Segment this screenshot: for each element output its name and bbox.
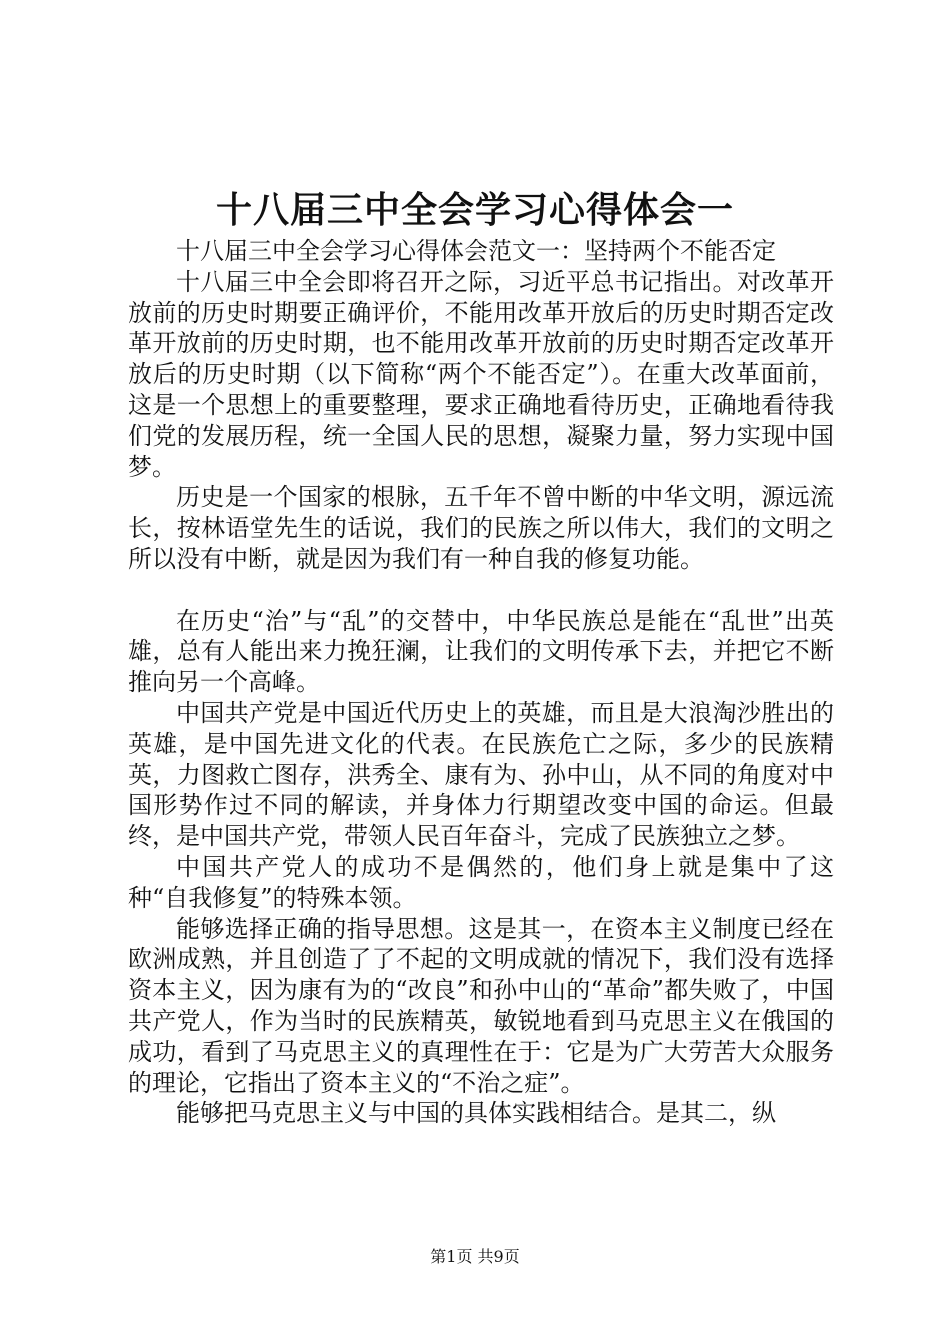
document-title: 十八届三中全会学习心得体会一 — [215, 189, 734, 231]
subtitle-paragraph: 十八届三中全会学习心得体会范文一：坚持两个不能否定 — [176, 237, 776, 265]
body-paragraph: 历史是一个国家的根脉，五千年不曾中断的中华文明，源远流长，按林语堂先生的话说，我们的民族之所以伟大，我们的文明之所以没有中断，就是因为我们有一种自我的修复功能。 — [128, 483, 834, 573]
body-paragraph: 能够把马克思主义与中国的具体实践相结合。是其二，纵 — [176, 1099, 776, 1128]
body-paragraph: 能够选择正确的指导思想。这是其一，在资本主义制度已经在欧洲成熟，并且创造了了不起的文明成就的情况下，我们没有选择资本主义，因为康有为的“改良”和孙中山的“革命”都失败了，中国共产党人，作为当时的民族精英，敏锐地看到马克思主义在俄国的成功，看到了马克思主义的真理性在于：它是为广大劳苦大众服务的理论，它指出了资本主义的“不治之症”。 — [128, 914, 834, 1097]
document-body — [128, 236, 834, 1129]
page-number-footer: 第1页 共9页 — [430, 1247, 520, 1266]
body-paragraph: 在历史“治”与“乱”的交替中，中华民族总是能在“乱世”出英雄，总有人能出来力挽狂澜，让我们的文明传承下去，并把它不断推向另一个高峰。 — [128, 606, 834, 697]
body-paragraph: 中国共产党人的成功不是偶然的，他们身上就是集中了这种“自我修复”的特殊本领。 — [128, 852, 834, 912]
body-paragraph: 十八届三中全会即将召开之际，习近平总书记指出。对改革开放前的历史时期要正确评价，不能用改革开放后的历史时期否定改革开放前的历史时期，也不能用改革开放前的历史时期否定改革开放后的历史时期（以下简称“两个不能否定”）。在重大改革面前，这是一个思想上的重要整理，要求正确地看待历史，正确地看待我们党的发展历程，统一全国人民的思想，凝聚力量，努力实现中国梦。 — [128, 267, 834, 481]
body-paragraph: 中国共产党是中国近代历史上的英雄，而且是大浪淘沙胜出的英雄，是中国先进文化的代表。在民族危亡之际，多少的民族精英，力图救亡图存，洪秀全、康有为、孙中山，从不同的角度对中国形势作过不同的解读，并身体力行期望改变中国的命运。但最终，是中国共产党，带领人民百年奋斗，完成了民族独立之梦。 — [128, 698, 834, 851]
